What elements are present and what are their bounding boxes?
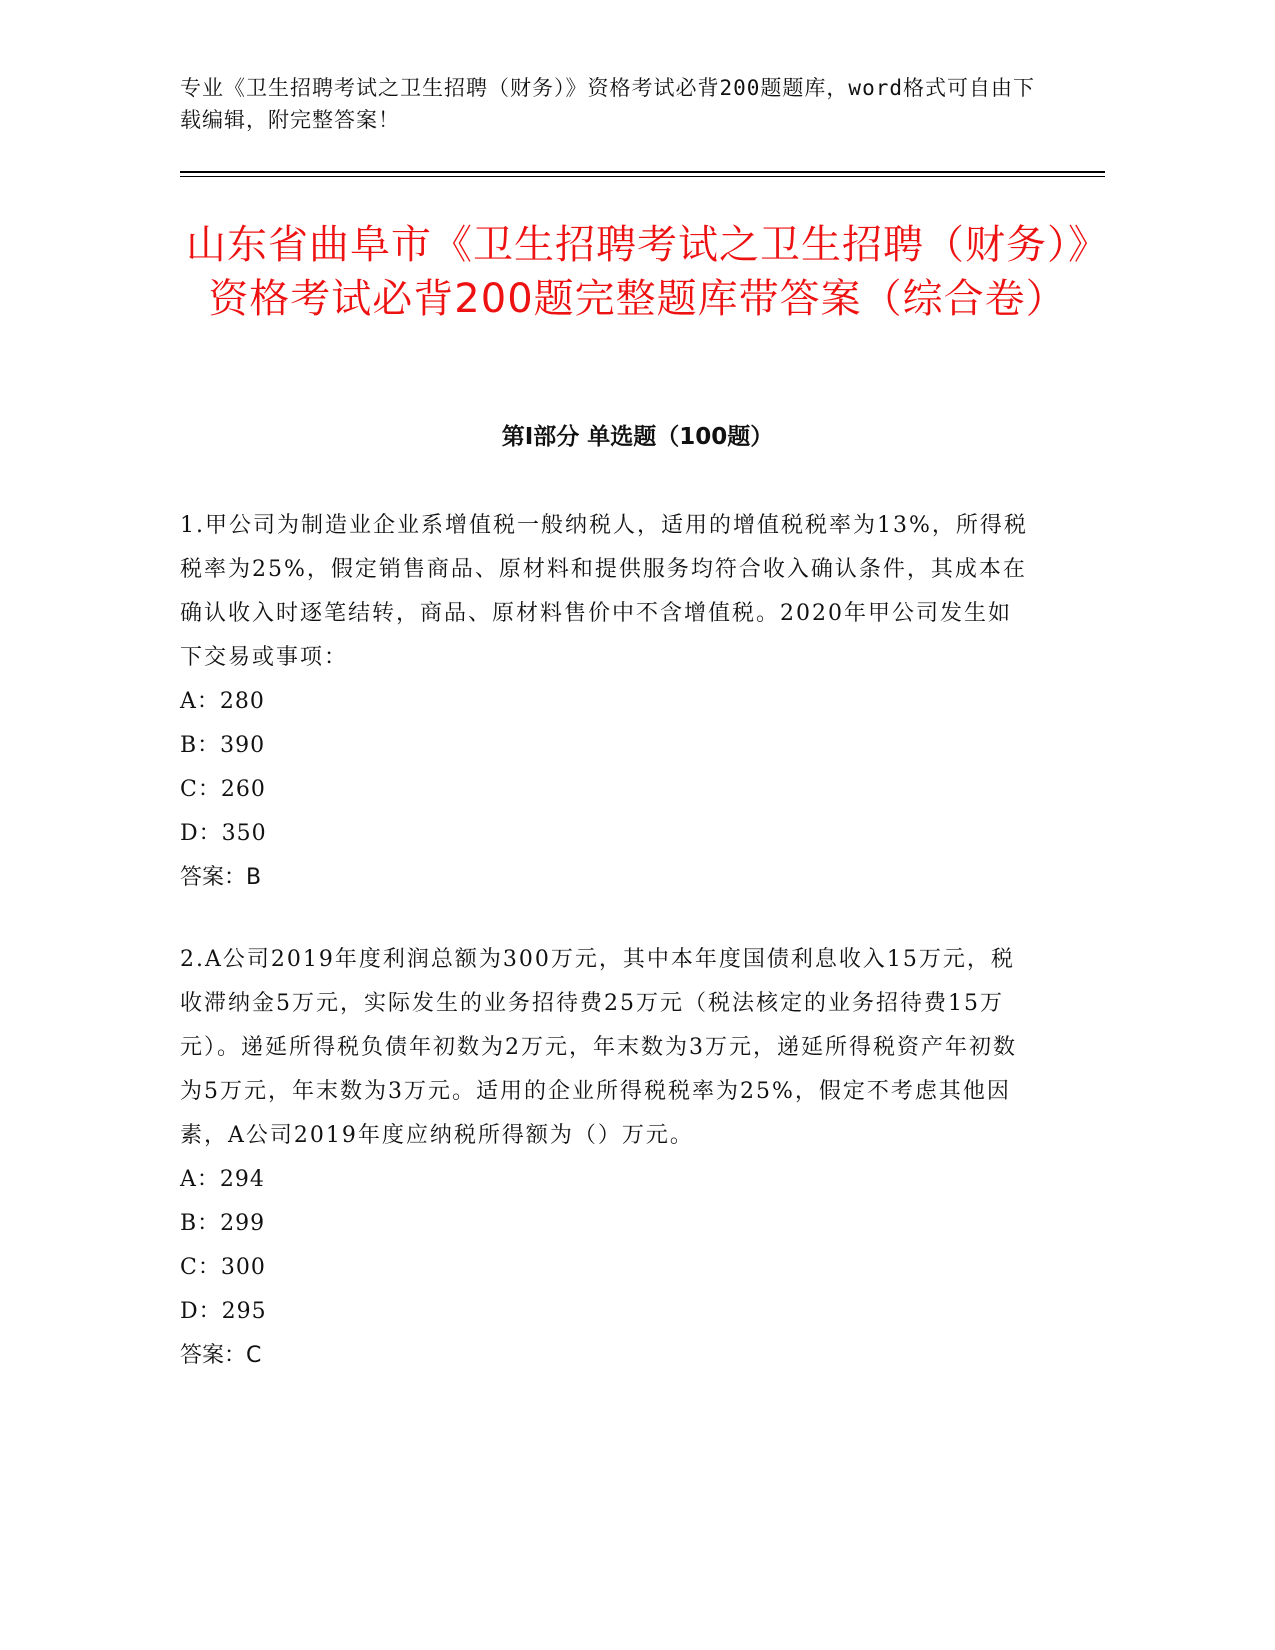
question-block (180, 938, 1030, 1378)
question-stem: 2.A公司2019年度利润总额为300万元，其中本年度国债利息收入15万元，税收滞纳金5万元，实际发生的业务招待费25万元（税法核定的业务招待费15万元）。递延所得税负债年初数为2万元，年末数为3万元，递延所得税资产年初数为5万元，年末数为3万元。适用的企业所得税税率为25%，假定不考虑其他因素，A公司2019年度应纳税所得额为（）万元。 (180, 947, 1017, 1148)
option-c: C：300 (180, 1255, 266, 1280)
option-a: A：280 (180, 689, 265, 714)
option-b: B：390 (180, 733, 266, 758)
option-a: A：294 (180, 1167, 265, 1192)
document-title: 山东省曲阜市《卫生招聘考试之卫生招聘（财务）》资格考试必背200题完整题库带答案（综合卷） (186, 222, 1089, 322)
section-title: 第Ⅰ部分 单选题（100题） (501, 424, 774, 450)
question-block (180, 504, 1030, 900)
answer-line: 答案：B (180, 865, 262, 890)
option-b: B：299 (180, 1211, 266, 1236)
header-divider-thick (180, 171, 1105, 173)
answer-line: 答案：C (180, 1343, 262, 1368)
option-d: D：295 (180, 1299, 267, 1324)
option-c: C：260 (180, 777, 266, 802)
header-note: 专业《卫生招聘考试之卫生招聘（财务）》资格考试必背200题题库，word格式可自由下载编辑，附完整答案！ (180, 76, 1035, 132)
header-divider-thin (180, 176, 1105, 177)
option-d: D：350 (180, 821, 267, 846)
question-stem: 1.甲公司为制造业企业系增值税一般纳税人，适用的增值税税率为13%，所得税税率为25%，假定销售商品、原材料和提供服务均符合收入确认条件，其成本在确认收入时逐笔结转，商品、原材料售价中不含增值税。2020年甲公司发生如下交易或事项： (180, 513, 1028, 670)
